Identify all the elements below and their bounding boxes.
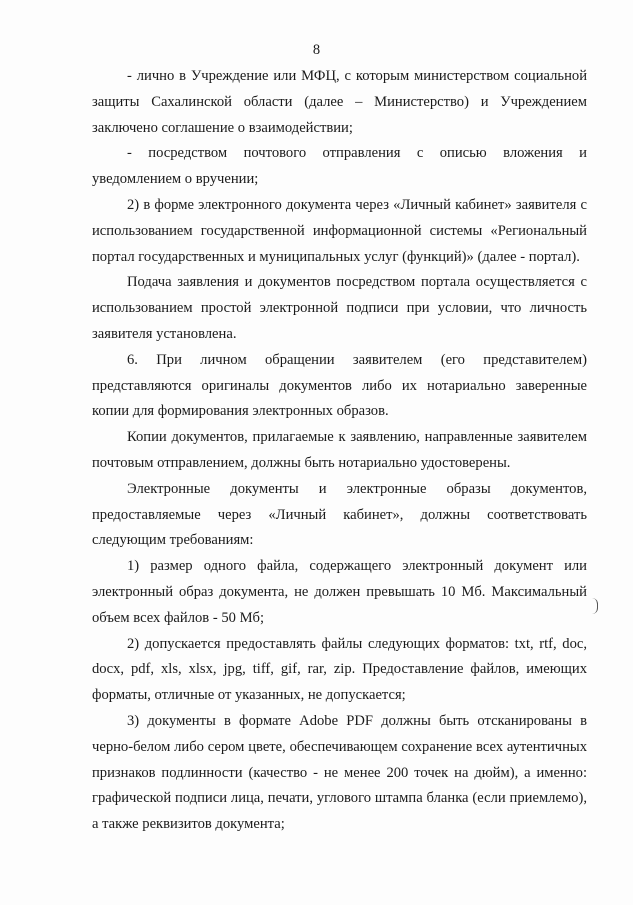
paragraph-portal-signature: Подача заявления и документов посредством портала осуществляется с использованием простой электронной подписи при условии, что личность заявителя установлена.: [92, 274, 587, 342]
paragraph-notarized-copies: Копии документов, прилагаемые к заявлению, направленные заявителем почтовым отправлением, должны быть нотариально удостоверены.: [92, 429, 587, 471]
paragraph-in-person: - лично в Учреждение или МФЦ, с которым министерством социальной защиты Сахалинской области (далее – Министерство) и Учреждением заключено соглашение о взаимодействии;: [92, 68, 587, 136]
paragraph-by-mail: - посредством почтового отправления с описью вложения и уведомлением о вручении;: [92, 145, 587, 188]
paragraph-file-formats: 2) допускается предоставлять файлы следующих форматов: txt, rtf, doc, docx, pdf, xls, xlsx, jpg, tiff, gif, rar, zip. Предоставление файлов, имеющих форматы, отличные от указанных, не допускается;: [92, 635, 587, 704]
paragraph-electronic-form: 2) в форме электронного документа через «Личный кабинет» заявителя с использованием государственной информационной системы «Региональный портал государственных и муниципальных услуг (функций)» (далее - портал).: [92, 196, 587, 265]
margin-bracket-mark: [589, 598, 598, 614]
paragraph-electronic-requirements: Электронные документы и электронные образы документов, предоставляемые через «Личный кабинет», должны соответствовать следующим требованиям:: [92, 480, 587, 549]
document-body: [92, 64, 587, 838]
page-number: 8: [312, 42, 321, 58]
paragraph-item-6: 6. При личном обращении заявителем (его представителем) представляются оригиналы документов либо их нотариально заверенные копии для формирования электронных образов.: [92, 351, 587, 420]
paragraph-file-size: 1) размер одного файла, содержащего электронный документ или электронный образ документа, не должен превышать 10 Мб. Максимальный объем всех файлов - 50 Мб;: [92, 558, 587, 626]
paragraph-pdf-scanning: 3) документы в формате Adobe PDF должны быть отсканированы в черно-белом либо сером цвете, обеспечивающем сохранение всех аутентичных признаков подлинности (качество - не менее 200 точек на дюйм), а именно: графической подписи лица, печати, углового штампа бланка (если приемлемо), а также реквизитов документа;: [92, 712, 587, 833]
